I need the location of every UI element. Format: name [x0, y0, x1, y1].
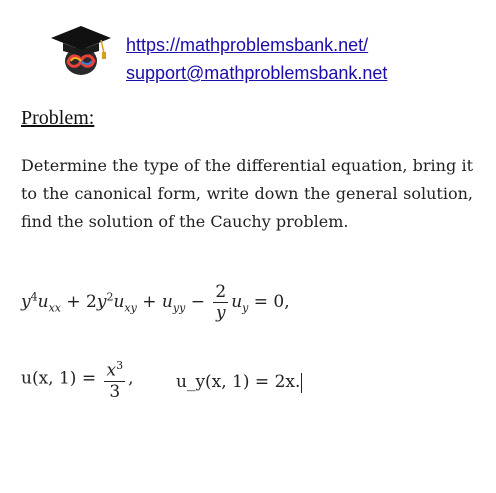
email-link[interactable]: support@mathproblemsbank.net: [126, 63, 388, 83]
text-cursor: [301, 373, 302, 393]
problem-heading: Problem:: [21, 107, 95, 129]
differential-equation: $y^4u_{xx} + 2y^2u_{xy} + u_{yy}$ − $\frac{2}{y}$ $u_y = 0$,: [21, 282, 290, 323]
fraction-x-cubed-over-3: $\frac{x^3}{3}$: [104, 356, 125, 402]
problem-statement: Determine the type of the differential equation, bring it to the canonical form, write down the general solution, find the solution of the Cauchy problem.: [21, 156, 473, 231]
initial-condition-2: [176, 372, 302, 393]
initial-condition-2-text: u_y(x, 1) = 2x.: [176, 372, 301, 392]
fraction-2-over-y: $\frac{2}{y}$: [215, 282, 227, 323]
equation-rhs: = 0,: [253, 292, 290, 312]
initial-condition-1-lhs: u(x, 1) =: [21, 368, 97, 389]
contact-links: [126, 31, 387, 87]
website-link[interactable]: https://mathproblemsbank.net/: [126, 35, 369, 55]
graduation-cap-logo-icon: [49, 23, 114, 79]
initial-condition-1: u(x, 1) = $\frac{x^3}{3}$ ,: [21, 356, 133, 402]
